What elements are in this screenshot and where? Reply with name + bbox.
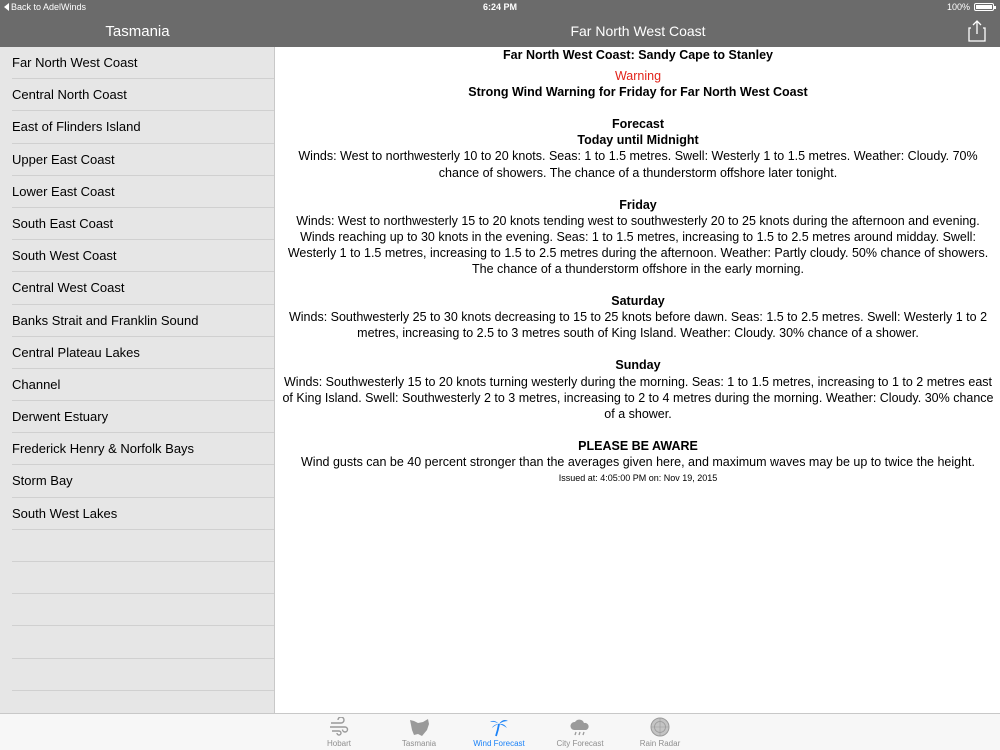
tab-city-forecast[interactable] [540,715,620,750]
section-title: Friday [619,197,657,212]
region-heading: Far North West Coast: Sandy Cape to Stanley [503,48,773,62]
sidebar-item-banks-strait[interactable]: Banks Strait and Franklin Sound [12,305,274,337]
aware-title: PLEASE BE AWARE [578,438,698,453]
region-sidebar[interactable] [0,47,275,713]
forecast-content [276,47,1000,713]
tab-tasmania[interactable] [379,715,459,750]
cloud-rain-icon [569,717,591,737]
section-text: Winds: West to northwesterly 10 to 20 knots. Seas: 1 to 1.5 metres. Swell: Westerly 1 to 1.5 metres. Weather: Cloudy. 70% chance of showers. The chance of a thunderstorm offshore later tonight. [298,149,978,180]
sidebar-item-south-west-coast[interactable]: South West Coast [12,240,274,272]
tab-hobart[interactable] [299,715,379,750]
sidebar-item-frederick-henry-norfolk-bays[interactable]: Frederick Henry & Norfolk Bays [12,433,274,465]
status-time: 6:24 PM [482,2,517,12]
sidebar-title: Tasmania [105,22,170,40]
tab-rain-radar[interactable] [620,715,700,750]
sidebar-item-lower-east-coast[interactable]: Lower East Coast [12,176,274,208]
empty-row [12,562,274,594]
empty-row [12,659,274,691]
empty-row [12,626,274,658]
warning-text: Strong Wind Warning for Friday for Far North West Coast [468,85,808,100]
empty-row [12,530,274,562]
sidebar-item-south-west-lakes[interactable]: South West Lakes [12,498,274,530]
tab-bar [0,713,1000,750]
share-icon[interactable] [968,19,986,43]
status-bar [0,0,1000,15]
page-title [276,15,1000,47]
empty-row [12,594,274,626]
sidebar-item-central-plateau-lakes[interactable]: Central Plateau Lakes [12,337,274,369]
back-to-app-label: Back to AdelWinds [11,2,87,12]
sidebar-item-channel[interactable]: Channel [12,369,274,401]
tasmania-map-icon [408,717,430,737]
palm-tree-icon [488,717,510,737]
tab-label: City Forecast [556,739,604,748]
tab-label: Hobart [326,739,351,748]
warning-label: Warning [614,69,662,84]
sidebar-item-upper-east-coast[interactable]: Upper East Coast [12,144,274,176]
section-title: Today until Midnight [577,133,699,148]
sidebar-item-central-west-coast[interactable]: Central West Coast [12,272,274,304]
tab-wind-forecast[interactable] [459,715,539,750]
tab-label: Tasmania [401,739,437,748]
issued-timestamp: Issued at: 4:05:00 PM on: Nov 19, 2015 [558,472,718,483]
battery-icon [974,3,994,11]
sidebar-item-derwent-estuary[interactable]: Derwent Estuary [12,401,274,433]
tab-label: Rain Radar [639,739,681,748]
section-text: Winds: Southwesterly 25 to 30 knots decreasing to 15 to 25 knots before dawn. Seas: 1.5 to 2.5 metres. Swell: Westerly 1 to 2 metres, increasing to 2.5 to 3 metres south of King Island. Weather: Cloudy. 30% chance of a shower. [288,310,988,341]
sidebar-item-east-of-flinders-island[interactable]: East of Flinders Island [12,111,274,143]
sidebar-item-south-east-coast[interactable]: South East Coast [12,208,274,240]
sidebar-item-far-north-west-coast[interactable]: Far North West Coast [12,47,274,79]
wind-icon [328,717,350,737]
battery-percent: 100% [946,2,970,12]
tab-label: Wind Forecast [473,739,525,748]
radar-icon [649,717,671,737]
sidebar-item-storm-bay[interactable]: Storm Bay [12,465,274,497]
page-title-text: Far North West Coast [570,23,706,39]
section-title: Saturday [611,294,665,309]
section-text: Winds: West to northwesterly 15 to 20 knots tending west to southwesterly 20 to 25 knots during the afternoon and evening. Winds reaching up to 30 knots in the evening. Seas: 1 to 1.5 metres, increasing to 1.5 to 2.5 metres around midday. Swell: Westerly 1 to 1.5 metres, increasing to 1.5 to 2.5 metres during the afternoon. Weather: Partly cloudy. 50% chance of showers. The chance of a thunderstorm offshore in the early morning. [287,213,989,277]
section-text: Winds: Southwesterly 15 to 20 knots turning westerly during the morning. Seas: 1 to 1.5 metres, increasing to 1 to 2 metres east of King Island. Swell: Southwesterly 2 to 3 metres, increasing to 2 to 4 metres during the morning. Weather: Cloudy. 30% chance of a shower. [282,374,994,421]
aware-text: Wind gusts can be 40 percent stronger than the averages given here, and maximum waves may be up to twice the height. [301,454,975,469]
forecast-label: Forecast [611,117,665,132]
section-title: Sunday [615,358,661,373]
sidebar-item-central-north-coast[interactable]: Central North Coast [12,79,274,111]
battery-status [947,2,994,12]
